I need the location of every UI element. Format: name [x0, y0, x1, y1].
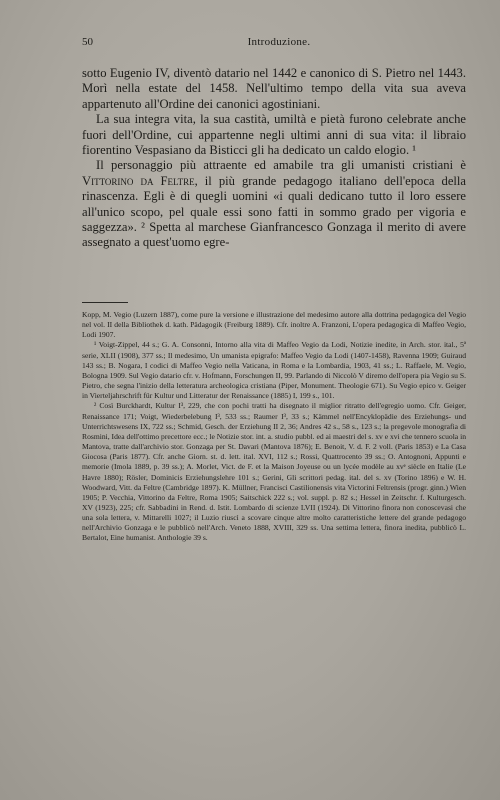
footnote-rule	[82, 302, 128, 303]
footnote-2: ² Così Burckhardt, Kultur I³, 229, che con pochi tratti ha disegnato il miglior ritratto dell'egregio uomo. Cfr. Geiger, Renaissance 171; Voigt, Wiederbelebung I³, 533 ss.; Raumer I³, 33 s.; Kämmel nell'Encyklopädie des Erziehungs- und Unterrichtswesens IX, 722 ss.; Schmid, Gesch. der Erziehung II 2, 36; Andres 42 s., 58 s., 123 s.; la pregevole monografia di Rosmini, Idea dell'ottimo precettore ecc.; le Notizie stor. int. a. studio pubbl. ed ai maestri del s. xv e xvi che tennero scuola in Mantova, tratte dall'archivio stor. Gonzaga per St. Davari (Mantova 1876); E. Benoit, V. d. F. 2 voll. (Paris 1853) e La Casa Giocosa (Paris 1877). Cfr. anche Giorn. st. d. lett. ital. XVI, 112 s.; Rossi, Quattrocento 39 ss.; O. Antognoni, Appunti e memorie (Imola 1889, p. 39 ss.); A. Morlet, Vict. de F. et la Maison Joyeuse ou un lycée modèle au xvᵉ siècle en Italie (Le Havre 1880); Rösler, Dominicis Erziehungslehre 101 s.; Gerini, Gli scrittori pedag. ital. del s. xv (Torino 1896) e W. H. Woodward, Vitt. da Feltre (Cambridge 1897). K. Müllner, Francisci Castilionensis vita Victorini Feltrensis (progr. ginn.) Wien 1905; P. Vecchia, Vittorino da Feltre, Roma 1905; Saitschick 222 s.; vol. suppl. p. 82 s.; Hessel in Zeitschr. f. Kulturgesch. XV (1923), 225; cfr. Sabbadini in Rend. d. Istit. Lombardo di scienze LVII (1924). Di Vittorino finora non conoscevasi che una sola lettera, v. Mittarelli 1027; il Luzio riuscì a scovare cinque altre molto caratteristiche lettere del grande pedagogo nell'Archivio Gonzaga e le pubblicò nell'Arch. Veneto 1888, XVIII, 329 ss. Una settima lettera, finora inedita, pubblicò L. Bertalot, Eine humanist. Anthologie 39 s.	[82, 401, 466, 543]
page-header	[82, 36, 476, 50]
paragraph-3-end: , il più grande pedagogo italiano dell'epoca della rinascenza. Egli è di quegli uomini «i quali dedicano tutto il loro essere all'unico scopo, pel quale essi sono fatti in sommo grado per vigoria e saggezza». ² Spetta al marchese Gianfrancesco Gonzaga il merito di avere assegnato a quest'uomo egre-	[82, 173, 467, 250]
footnotes	[82, 310, 466, 544]
footnote-1: ¹ Voigt-Zippel, 44 s.; G. A. Consonni, Intorno alla vita di Maffeo Vegio da Lodi, Notizie inedite, in Arch. stor. ital., 5ª serie, XLII (1908), 377 ss.; Il medesimo, Un umanista epigrafo: Maffeo Vegio da Lodi (1407-1458), Ravenna 1909; Guiraud 143 ss.; B. Nogara, I codici di Maffeo Vegio nella Vaticana, in Roma e la Lombardia, 1903, 41 ss.; L. Raffaele, M. Vegio, Bologna 1909. Sul Vegio datario cfr. v. Hofmann, Forschungen II, 99. Parlando di Niccolò V diremo dell'opera pia Vegio su S. Pietro, che segna l'inizio della letteratura archeologica cristiana (Piper, Monument. Theologie 671). Su Vegio epico v. Geiger in Vierteljahrschrift für Kultur und Litteratur der Renaissance (1885) I, 199 s., 101.	[82, 340, 466, 401]
page-number: 50	[82, 36, 93, 48]
running-title: Introduzione.	[247, 36, 311, 48]
footnote-continued: Kopp, M. Vegio (Luzern 1887), come pure la versione e illustrazione del medesimo autore alla dottrina pedagogica del Vegio nel vol. II della Bibliothek d. kath. Pädagogik (Freiburg 1889). Cfr. inoltre A. Franzoni, L'opera pedagogica di Maffeo Vegio, Lodi 1907.	[82, 310, 466, 340]
paragraph-3	[82, 158, 466, 250]
paragraph-3-start: Il personaggio più attraente ed amabile tra gli umanisti cristiani è	[96, 158, 466, 173]
main-text	[82, 66, 466, 251]
paragraph-2: La sua integra vita, la sua castità, umiltà e pietà furono celebrate anche fuori dell'Ordine, cui appartenne negli ultimi anni di sua vita: il libraio fiorentino Vespasiano da Bisticci gli ha dedicato un caldo elogio. ¹	[82, 112, 466, 158]
paragraph-1: sotto Eugenio IV, diventò datario nel 1442 e canonico di S. Pietro nel 1443. Morì nella estate del 1458. Nell'ultimo tempo della vita sua aveva appartenuto all'Ordine dei canonici agostiniani.	[82, 66, 466, 111]
vittorino-name: Vittorino da Feltre	[82, 173, 195, 188]
